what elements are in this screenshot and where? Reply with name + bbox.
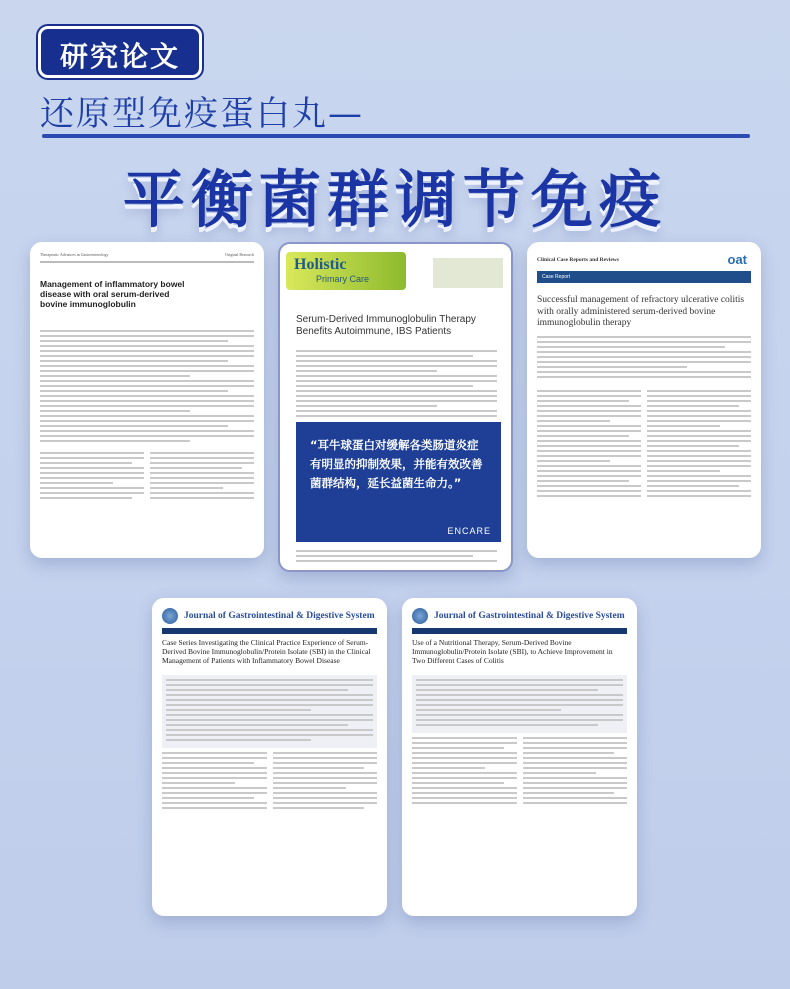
- paper-card-2[interactable]: [278, 242, 513, 572]
- paper-title: Successful management of refractory ulcerative colitis with orally administered serum-derived bovine immunoglobulin therapy: [537, 295, 745, 328]
- header-bar: [162, 628, 377, 634]
- body-text: [412, 737, 627, 807]
- journal-name: Journal of Gastrointestinal & Digestive System: [434, 611, 625, 621]
- body-text: [537, 390, 751, 500]
- highlight-quote: [296, 422, 501, 542]
- journal-logo-icon: [412, 608, 428, 624]
- headline: 平衡菌群调节免疫: [122, 163, 667, 236]
- logo-main: Holistic: [294, 256, 347, 273]
- header-image: [433, 258, 503, 288]
- paper-card-1[interactable]: [30, 242, 264, 558]
- paper-card-4[interactable]: [152, 598, 387, 916]
- divider: [42, 134, 750, 138]
- abstract-text: [40, 330, 254, 445]
- journal-name: Therapeutic Advances in Gastroenterology: [40, 252, 109, 257]
- paper-title: Serum-Derived Immunoglobulin Therapy Benefits Autoimmune, IBS Patients: [296, 314, 476, 337]
- abstract-box: [162, 675, 377, 748]
- brand-label: ENCARE: [447, 526, 491, 536]
- body-text: [40, 452, 254, 502]
- journal-name: Clinical Case Reports and Reviews: [537, 257, 619, 263]
- section-badge: [38, 26, 202, 78]
- article-type: Original Research: [225, 252, 254, 257]
- holistic-logo: [286, 252, 406, 290]
- abstract-box: [412, 675, 627, 733]
- subtitle: 还原型免疫蛋白丸—: [40, 94, 364, 134]
- badge-label: 研究论文: [59, 40, 180, 73]
- paper-card-5[interactable]: [402, 598, 637, 916]
- paper-title: Case Series Investigating the Clinical Practice Experience of Serum-Derived Bovine Immunoglobulin/Protein Isolate (SBI) in the Clinical Management of Patients with Inflammatory Bowel Disease: [162, 638, 371, 665]
- paper-title: Use of a Nutritional Therapy, Serum-Derived Bovine Immunoglobulin/Protein Isolate (SBI), to Achieve Improvement in Two Different Cases of Colitis: [412, 638, 613, 665]
- article-text-bottom: [296, 550, 497, 565]
- journal-logo-icon: [162, 608, 178, 624]
- journal-name: Journal of Gastrointestinal & Digestive System: [184, 611, 375, 621]
- paper-title: Management of inflammatory bowel disease with oral serum-derived bovine immunoglobulin: [40, 279, 185, 309]
- oat-logo: oat: [727, 252, 747, 267]
- article-type: Case Report: [537, 271, 751, 283]
- header-bar: [412, 628, 627, 634]
- logo-sub: Primary Care: [316, 274, 370, 284]
- body-text: [162, 752, 377, 812]
- paper-card-3[interactable]: [527, 242, 761, 558]
- quote-text: “耳牛球蛋白对缓解各类肠道炎症有明显的抑制效果，并能有效改善菌群结构，延长益菌生命力。”: [310, 438, 483, 490]
- abstract-text: [537, 336, 751, 381]
- article-text: [296, 350, 497, 420]
